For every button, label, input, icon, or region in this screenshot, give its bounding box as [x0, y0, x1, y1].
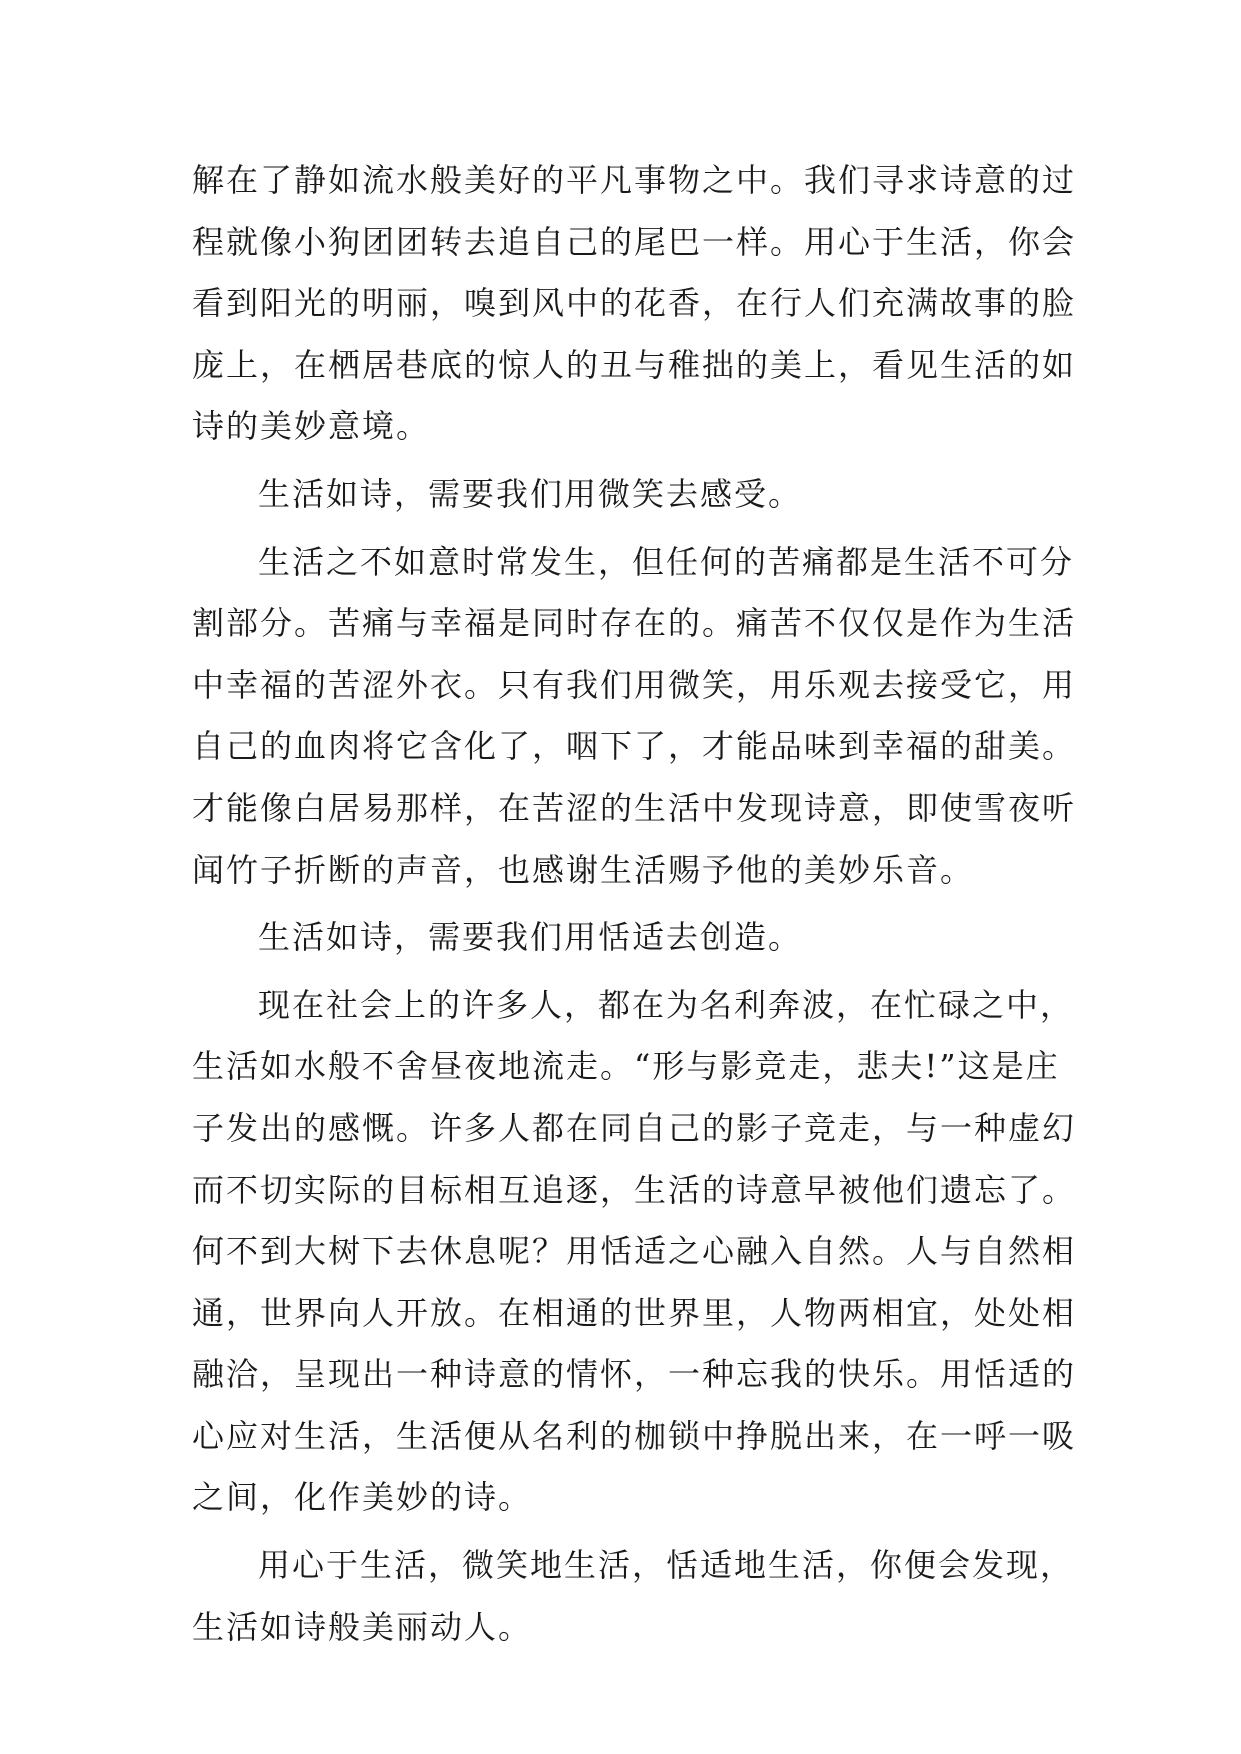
text-line: 现在社会上的许多人，都在为名利奔波，在忙碌之中， [258, 985, 1075, 1024]
text-line: 何不到大树下去休息呢？用恬适之心融入自然。人与自然相 [192, 1232, 1077, 1271]
document-body [192, 150, 1077, 1658]
text-line: 生活如诗般美丽动人。 [192, 1607, 533, 1646]
paragraph [192, 150, 1077, 458]
text-line: 解在了静如流水般美好的平凡事物之中。我们寻求诗意的过 [192, 161, 1077, 199]
text-line: 生活如诗，需要我们用恬适去创造。 [258, 918, 803, 957]
text-line: 之间，化作美妙的诗。 [192, 1478, 533, 1517]
text-line: 才能像白居易那样，在苦涩的生活中发现诗意，即使雪夜听 [192, 788, 1077, 827]
text-line: 割部分。苦痛与幸福是同时存在的。痛苦不仅仅是作为生活 [192, 604, 1077, 643]
text-line: 闻竹子折断的声音，也感谢生活赐予他的美妙乐音。 [192, 850, 975, 889]
text-line: 而不切实际的目标相互追逐，生活的诗意早被他们遗忘了。 [192, 1170, 1077, 1209]
text-line: 自己的血肉将它含化了，咽下了，才能品味到幸福的甜美。 [192, 727, 1077, 766]
text-line: 看到阳光的明丽，嗅到风中的花香，在行人们充满故事的脸 [192, 284, 1077, 323]
text-line: 生活之不如意时常发生，但任何的苦痛都是生活不可分 [258, 542, 1075, 581]
text-line: 程就像小狗团团转去追自己的尾巴一样。用心于生活，你会 [192, 222, 1077, 261]
text-line: 诗的美妙意境。 [192, 407, 431, 446]
text-line: 通，世界向人开放。在相通的世界里，人物两相宜，处处相 [192, 1293, 1077, 1332]
text-line: 中幸福的苦涩外衣。只有我们用微笑，用乐观去接受它，用 [192, 665, 1077, 704]
text-line: 心应对生活，生活便从名利的枷锁中挣脱出来，在一呼一吸 [192, 1416, 1077, 1455]
text-line: 庞上，在栖居巷底的惊人的丑与稚拙的美上，看见生活的如 [192, 345, 1077, 384]
text-line: 用心于生活，微笑地生活，恬适地生活，你便会发现， [258, 1546, 1075, 1585]
text-line: 生活如诗，需要我们用微笑去感受。 [258, 474, 803, 513]
paragraph [192, 464, 1062, 526]
text-line: 融洽，呈现出一种诗意的情怀，一种忘我的快乐。用恬适的 [192, 1355, 1077, 1394]
text-line: 生活如水般不舍昼夜地流走。“形与影竞走，悲夫!”这是庄 [192, 1047, 1060, 1086]
paragraph [192, 907, 1062, 969]
paragraph [192, 1535, 1075, 1658]
paragraph [192, 532, 1077, 902]
text-line: 子发出的感慨。许多人都在同自己的影子竞走，与一种虚幻 [192, 1108, 1077, 1147]
paragraph [192, 975, 1077, 1529]
